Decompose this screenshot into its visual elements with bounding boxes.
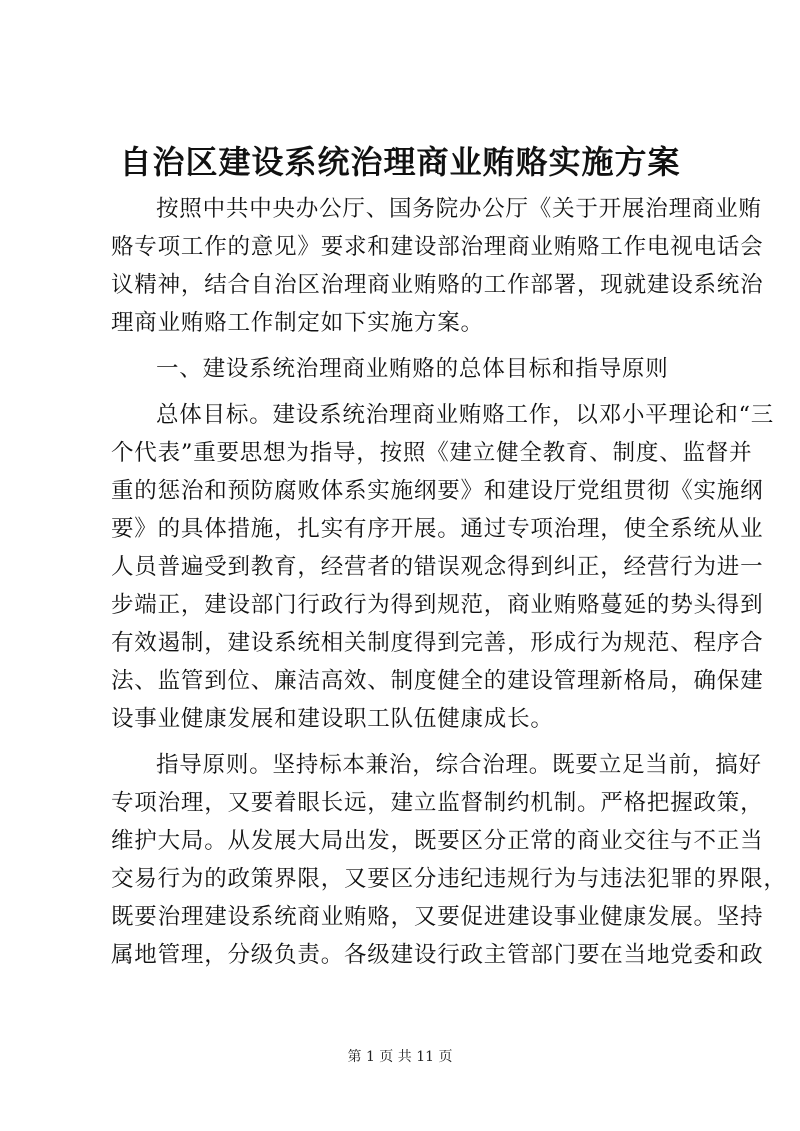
- paragraph-4-line-4: 交易行为的政策界限，又要区分违纪违规行为与违法犯罪的界限，: [111, 866, 787, 892]
- paragraph-4-line-3: 维护大局。从发展大局出发，既要区分正常的商业交往与不正当: [111, 828, 764, 854]
- section-heading-1: 一、建设系统治理商业贿赂的总体目标和指导原则: [156, 356, 669, 382]
- paragraph-3-line-5: 人员普遍受到教育，经营者的错误观念得到纠正，经营行为进一: [111, 554, 764, 580]
- paragraph-1-line-2: 赂专项工作的意见》要求和建设部治理商业贿赂工作电视电话会: [111, 234, 764, 260]
- paragraph-4-line-6: 属地管理，分级负责。各级建设行政主管部门要在当地党委和政: [111, 942, 764, 968]
- paragraph-3-line-2: 个代表”重要思想为指导，按照《建立健全教育、制度、监督并: [111, 440, 753, 466]
- paragraph-1-line-3: 议精神，结合自治区治理商业贿赂的工作部署，现就建设系统治: [111, 272, 764, 298]
- paragraph-3-line-8: 法、监管到位、廉洁高效、制度健全的建设管理新格局，确保建: [111, 668, 764, 694]
- paragraph-1-line-1: 按照中共中央办公厅、国务院办公厅《关于开展治理商业贿: [156, 196, 762, 222]
- paragraph-3-line-9: 设事业健康发展和建设职工队伍健康成长。: [111, 706, 554, 732]
- paragraph-4-line-5: 既要治理建设系统商业贿赂，又要促进建设事业健康发展。坚持: [111, 904, 764, 930]
- paragraph-3-line-1: 总体目标。建设系统治理商业贿赂工作，以邓小平理论和“三: [156, 402, 775, 428]
- page-number-footer: 第 1 页 共 11 页: [347, 1049, 453, 1065]
- paragraph-3-line-6: 步端正，建设部门行政行为得到规范，商业贿赂蔓延的势头得到: [111, 592, 764, 618]
- paragraph-4-line-2: 专项治理，又要着眼长远，建立监督制约机制。严格把握政策，: [111, 790, 764, 816]
- paragraph-3-line-7: 有效遏制，建设系统相关制度得到完善，形成行为规范、程序合: [111, 630, 764, 656]
- paragraph-4-line-1: 指导原则。坚持标本兼治，综合治理。既要立足当前，搞好: [156, 752, 762, 778]
- document-title: 自治区建设系统治理商业贿赂实施方案: [119, 143, 681, 181]
- document-body: [111, 190, 787, 974]
- paragraph-1-line-4: 理商业贿赂工作制定如下实施方案。: [111, 310, 484, 336]
- paragraph-3-line-3: 重的惩治和预防腐败体系实施纲要》和建设厅党组贯彻《实施纲: [111, 478, 764, 504]
- paragraph-3-line-4: 要》的具体措施，扎实有序开展。通过专项治理，使全系统从业: [111, 516, 764, 542]
